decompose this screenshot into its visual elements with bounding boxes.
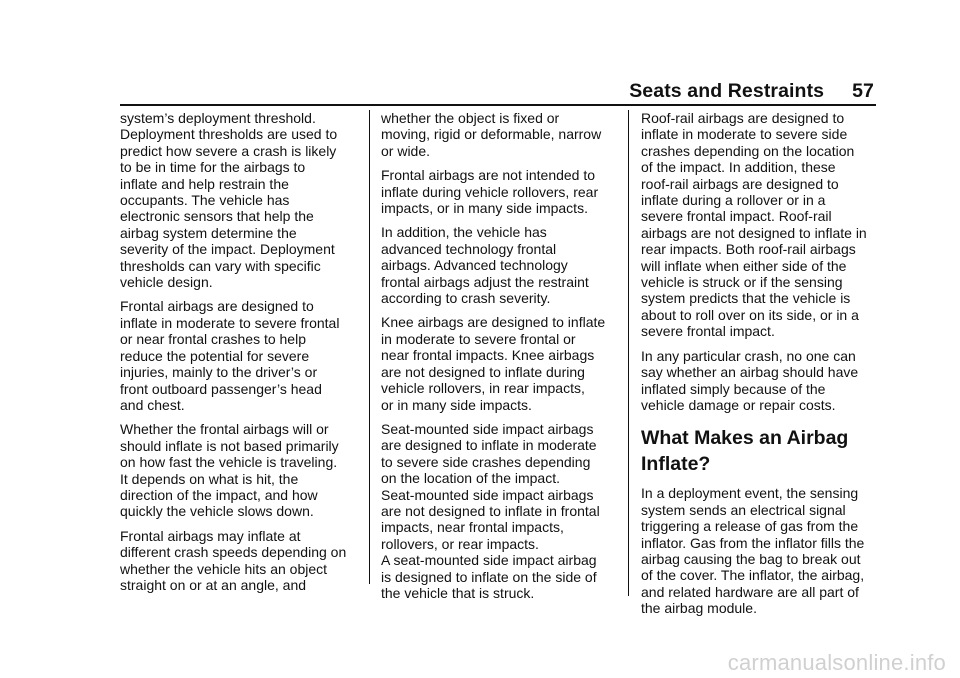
paragraph: system’s deployment threshold. Deployment thresholds are used to predict how severe a crash is likely to be in time for the airbags to inflate and help restrain the occupants. The vehicle has electronic sensors that help the airbag system determine the severity of the impact. Deployment thresholds can vary with specific vehicle design. [120, 110, 338, 291]
paragraph: A seat-mounted side impact airbag is designed to inflate on the side of the vehicle that is struck. [381, 552, 597, 601]
paragraph: In a deployment event, the sensing system sends an electrical signal triggering a release of gas from the inflator. Gas from the inflator fills the airbag causing the bag to break out of the cover. The inflator, the airbag, and related hardware are all part of the airbag module. [641, 485, 865, 617]
column-divider [628, 110, 629, 596]
paragraph: Whether the frontal airbags will or should inflate is not based primarily on how fast the vehicle is traveling. It depends on what is hit, the direction of the impact, and how quickly the vehicle slows down. [120, 421, 339, 520]
column-divider [369, 110, 370, 584]
column-1 [120, 110, 358, 601]
paragraph: In any particular crash, no one can say whether an airbag should have inflated simply because of the vehicle damage or repair costs. [641, 347, 859, 413]
column-2 [381, 110, 619, 609]
header-rule [120, 104, 876, 106]
paragraph: Seat-mounted side impact airbags are designed to inflate in moderate to severe side crashes depending on the location of the impact. Seat-mounted side impact airbags are not designed to inflate in frontal impacts, near frontal impacts, rollovers, or rear impacts. [381, 420, 600, 552]
paragraph: whether the object is fixed or moving, rigid or deformable, narrow or wide. [381, 110, 602, 159]
page-header [629, 80, 874, 103]
watermark: carmanualsonline.info [727, 650, 946, 675]
paragraph: Knee airbags are designed to inflate in moderate to severe frontal or near frontal impacts. Knee airbags are not designed to inflate during vehicle rollovers, in rear impacts, or in many side impacts. [381, 314, 606, 413]
paragraph: Roof-rail airbags are designed to inflate in moderate to severe side crashes depending on the location of the impact. In addition, these roof-rail airbags are designed to inflate during a rollover or in a severe frontal impact. Roof-rail airbags are not designed to inflate in rear impacts. Both roof-rail airbags will inflate when either side of the vehicle is struck or if the sensing system predicts that the vehicle is about to roll over on its side, or in a severe frontal impact. [641, 110, 867, 340]
paragraph: In addition, the vehicle has advanced technology frontal airbags. Advanced technology frontal airbags adjust the restraint according to crash severity. [381, 224, 589, 307]
paragraph: Frontal airbags may inflate at different crash speeds depending on whether the vehicle hits an object straight on or at an angle, and [120, 527, 347, 593]
page-number: 57 [852, 80, 874, 102]
column-3 [641, 110, 879, 625]
paragraph: Frontal airbags are not intended to inflate during vehicle rollovers, rear impacts, or in many side impacts. [381, 167, 599, 217]
section-heading: What Makes an Airbag Inflate? [641, 427, 849, 476]
paragraph: Frontal airbags are designed to inflate in moderate to severe frontal or near frontal crashes to help reduce the potential for severe injuries, mainly to the driver’s or front outboard passenger’s head and chest. [120, 298, 340, 413]
section-title: Seats and Restraints [629, 80, 825, 102]
